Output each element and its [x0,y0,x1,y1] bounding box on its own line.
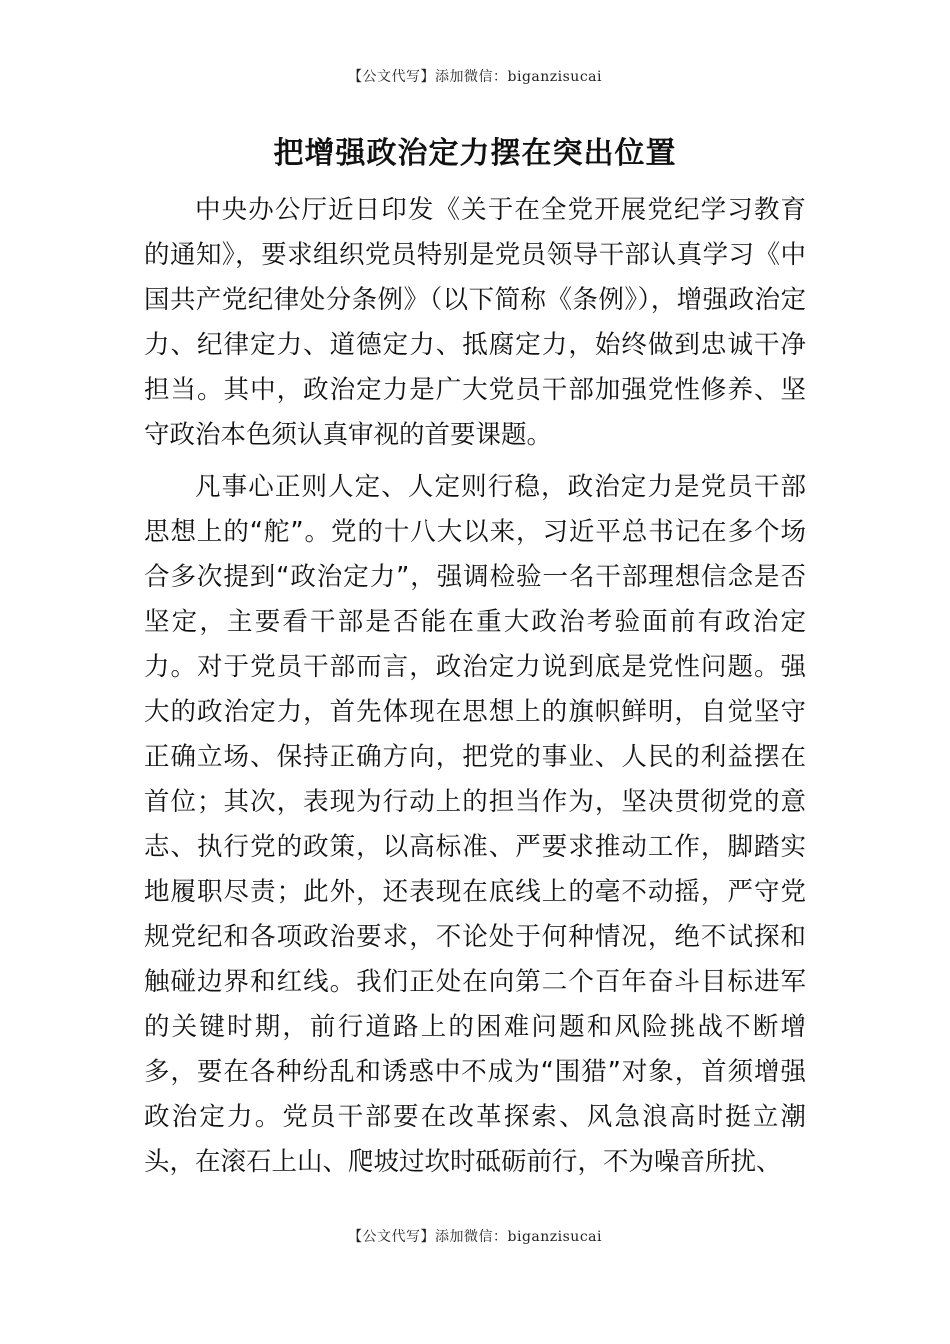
document-title: 把增强政治定力摆在突出位置 [273,136,677,171]
document-body [144,188,806,1185]
body-paragraph-1: 中央办公厅近日印发《关于在全党开展党纪学习教育的通知》，要求组织党员特别是党员领导干部认真学习《中国共产党纪律处分条例》（以下简称《条例》），增强政治定力、纪律定力、道德定力、抵腐定力，始终做到忠诚干净担当。其中，政治定力是广大党员干部加强党性修养、坚守政治本色须认真审视的首要课题。 [144,195,806,450]
page-header-watermark: 【公文代写】添加微信：biganzisucai [348,69,602,85]
body-paragraph-2: 凡事心正则人定、人定则行稳，政治定力是党员干部思想上的“舵”。党的十八大以来，习近平总书记在多个场合多次提到“政治定力”，强调检验一名干部理想信念是否坚定，主要看干部是否能在重大政治考验面前有政治定力。对于党员干部而言，政治定力说到底是党性问题。强大的政治定力，首先体现在思想上的旗帜鲜明，自觉坚守正确立场、保持正确方向，把党的事业、人民的利益摆在首位；其次，表现为行动上的担当作为，坚决贯彻党的意志、执行党的政策，以高标准、严要求推动工作，脚踏实地履职尽责；此外，还表现在底线上的毫不动摇，严守党规党纪和各项政治要求，不论处于何种情况，绝不试探和触碰边界和红线。我们正处在向第二个百年奋斗目标进军的关键时期，前行道路上的困难问题和风险挑战不断增多，要在各种纷乱和诱惑中不成为“围猎”对象，首须增强政治定力。党员干部要在改革探索、风急浪高时挺立潮头，在滚石上山、爬坡过坎时砥砺前行，不为噪音所扰、 [144,472,806,1177]
page-footer-watermark: 【公文代写】添加微信：biganzisucai [348,1229,602,1245]
